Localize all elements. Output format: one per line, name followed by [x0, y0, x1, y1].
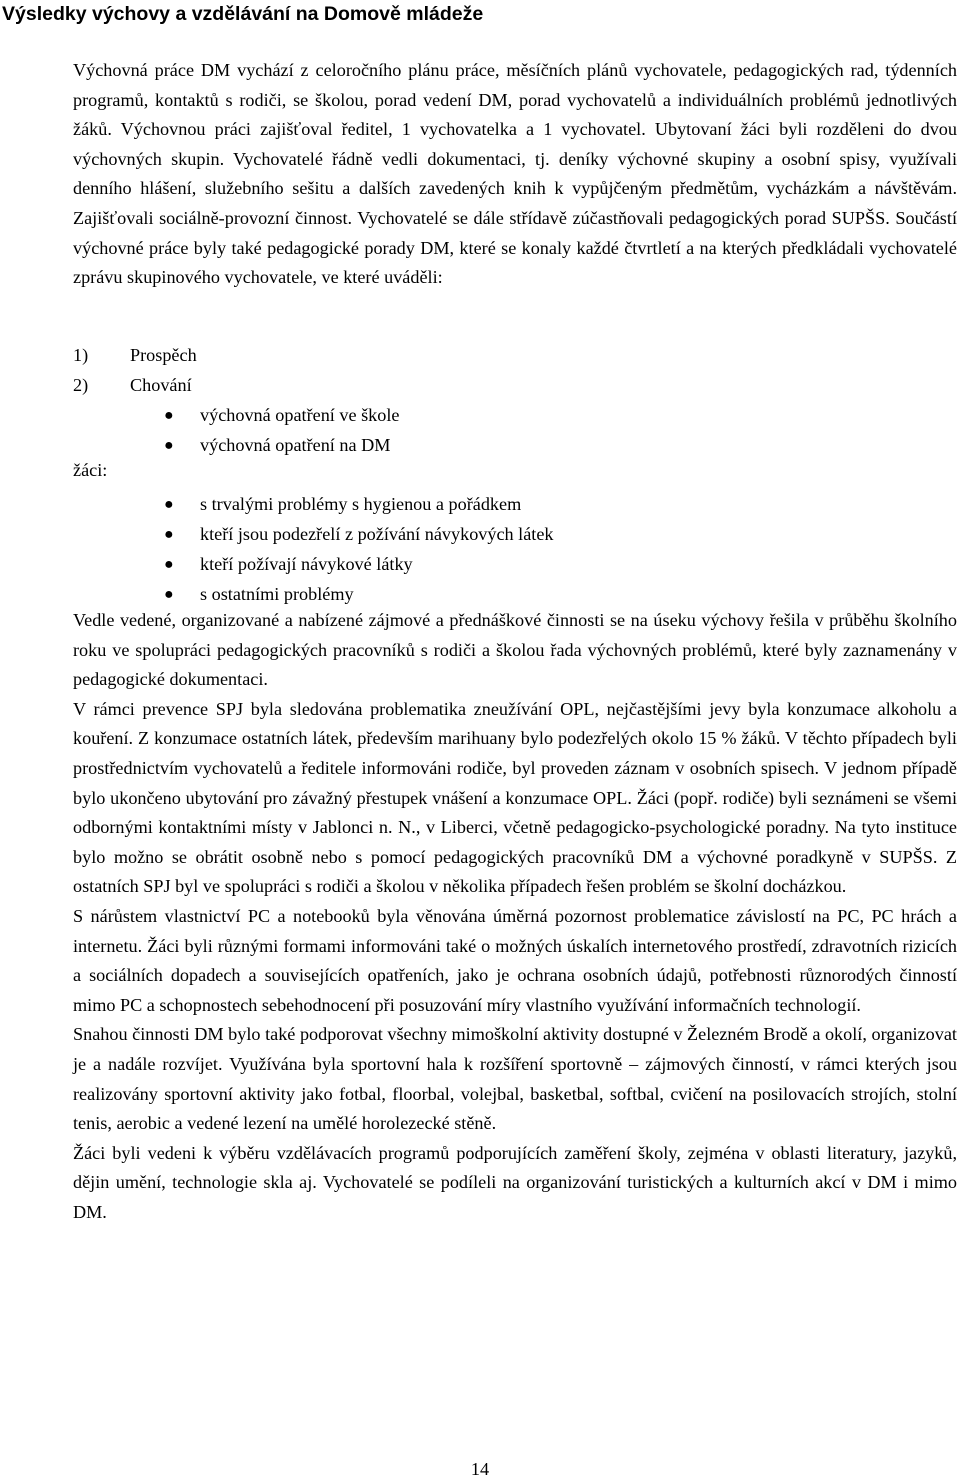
bullet-icon: ● — [164, 496, 174, 513]
numbered-item-number: 1) — [73, 345, 89, 365]
bullet-icon: ● — [164, 437, 174, 454]
paragraph-prevention: V rámci prevence SPJ byla sledována problematika zneužívání OPL, nejčastějšími jevy byla konzumace alkoholu a kouření. Z konzumace ostatních látek, především marihuany bylo podezřelých okolo 15 % žáků. V těchto případech byli prostřednictvím vychovatelů a ředitele informováni rodiče, byl proveden záznam v osobních spisech. V jednom případě bylo ukončeno ubytování pro závažný přestupek vnášení a konzumace OPL. Žáci (popř. rodiče) byli seznámeni se všemi odbornými kontaktními místy v Jablonci n. N., v Liberci, včetně pedagogicko-psychologické poradny. Na tyto instituce bylo možno se obrátit osobně nebo s pomocí pedagogických pracovníků DM a výchovné poradkyně v SUPŠS. Z ostatních SPJ byl ve spolupráci s rodiči a školou v několika případech řešen problém se školní docházkou. — [73, 698, 957, 897]
page-number: 14 — [470, 1459, 490, 1479]
numbered-item-prospech: Prospěch — [130, 345, 197, 365]
page-title: Výsledky výchovy a vzdělávání na Domově mládeže — [2, 3, 484, 25]
bullet-icon: ● — [164, 586, 174, 603]
student-item: s trvalými problémy s hygienou a pořádkem — [200, 494, 522, 514]
paragraph-activities: Vedle vedené, organizované a nabízené zájmové a přednáškové činnosti se na úseku výchovy řešila v průběhu školního roku ve spolupráci pedagogických pracovníků s rodiči a školou řada výchovných problémů, které byly zaznamenány v pedagogické dokumentaci. — [73, 610, 957, 690]
bullet-icon: ● — [164, 556, 174, 573]
intro-paragraph: Výchovná práce DM vychází z celoročního plánu práce, měsíčních plánů vychovatele, pedagogických rad, týdenních programů, kontaktů s rodiči, se školou, porad vedení DM, porad vychovatelů a individuálních problémů jednotlivých žáků. Výchovnou práci zajišťoval ředitel, 1 vychovatelka a 1 vychovatel. Ubytovaní žáci byli rozděleni do dvou výchovných skupin. Vychovatelé řádně vedli dokumentaci, tj. deníky výchovné skupiny a osobní spisy, využívali denního hlášení, služebního sešitu a dalších zavedených knih k vypůjčeným předmětům, vycházkám a návštěvám. Zajišťovali sociálně-provozní činnost. Vychovatelé se dále střídavě zúčastňovali pedagogických porad SUPŠS. Součástí výchovné práce byly také pedagogické porady DM, které se konaly každé čtvrtletí a na kterých předkládali vychovatelé zprávu skupinového vychovatele, ve které uváděli: — [73, 60, 957, 288]
student-item: kteří požívají návykové látky — [200, 554, 413, 574]
paragraph-sports: Snahou činnosti DM bylo také podporovat všechny mimoškolní aktivity dostupné v Železném Brodě a okolí, organizovat je a nadále rozvíjet. Využívána byla sportovní hala k rozšíření sportovně – zájmových činností, v rámci kterých jsou realizovány sportovní aktivity jako fotbal, floorbal, volejbal, basketbal, softbal, cvičení na posilovacích strojích, stolní tenis, aerobic a vedené lezení na umělé horolezecké stěně. — [73, 1024, 957, 1134]
paragraph-education: Žáci byli vedeni k výběru vzdělávacích programů podporujících zaměření školy, zejména v oblasti literatury, jazyků, dějin umění, technologie skla aj. Vychovatelé se podíleli na organizování turistických a kulturních akcí v DM i mimo DM. — [73, 1142, 957, 1222]
numbered-item-number: 2) — [73, 375, 89, 395]
student-item: kteří jsou podezřelí z požívání návykových látek — [200, 524, 554, 544]
student-item: s ostatními problémy — [200, 584, 354, 604]
behavior-item: výchovná opatření ve škole — [200, 405, 400, 425]
numbered-item-chovani: Chování — [130, 375, 192, 395]
bullet-icon: ● — [164, 407, 174, 424]
behavior-item: výchovná opatření na DM — [200, 435, 391, 455]
bullet-icon: ● — [164, 526, 174, 543]
paragraph-pc: S nárůstem vlastnictví PC a notebooků byla věnována úměrná pozornost problematice závislostí na PC, PC hrách a internetu. Žáci byli různými formami informováni také o možných úskalích internetového prostředí, zdravotních rizicích a sociálních dopadech a souvisejících opatřeních, jako je ochrana osobních údajů, potřebnosti různorodých činností mimo PC a schopnostech sebehodnocení při posuzování míry vlastního využívání informačních technologií. — [73, 905, 957, 1015]
students-label: žáci: — [73, 460, 108, 480]
body-paragraphs — [73, 606, 957, 1227]
